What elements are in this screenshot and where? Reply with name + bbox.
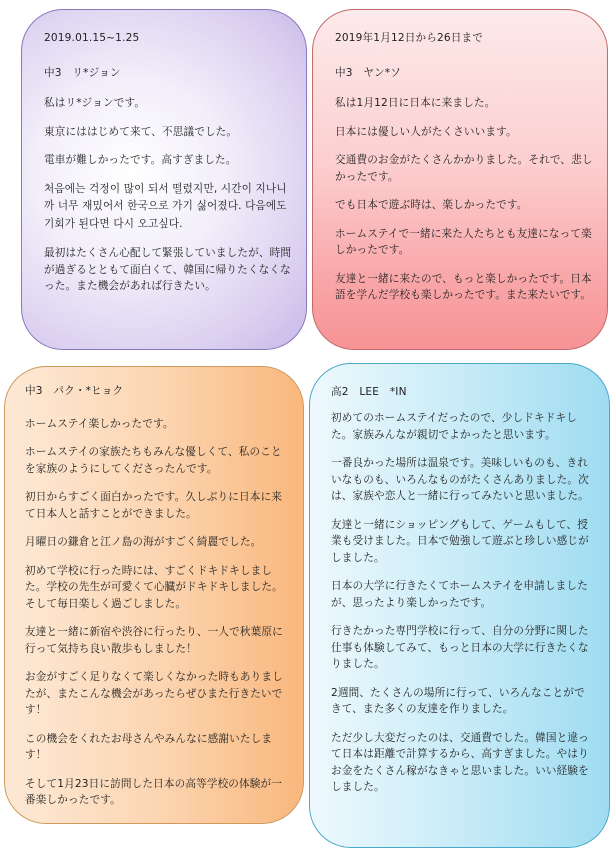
testimonial-paragraph: 2週間、たくさんの場所に行って、いろんなことができて、また多くの友達を作りました。 [331,686,585,715]
testimonial-paragraph: ホームステイ楽しかったです。 [25,417,174,430]
testimonial-paragraph: そして1月23日に訪問した日本の高等学校の体験が一番楽しかったです。 [25,777,283,806]
testimonial-paragraph: 行きたかった専門学校に行って、自分の分野に関した仕事も体験してみて、もっと日本の大学に行きたくなりました。 [331,625,589,670]
testimonial-paragraph: 初めてのホームステイだったので、少しドキドキした。家族みんなが親切でよかったと思います。 [331,412,577,441]
testimonial-paragraph: ホームステイの家族たちもみんな優しくて、私のことを家族のようにしてくださったんです。 [25,446,282,475]
testimonial-paragraph: 一番良かった場所は温泉です。美味しいものも、きれいなものも、いろんなものがたくさんありました。次は、家族や恋人と一緒に行ってみたいと思いました。 [331,457,589,502]
testimonial-paragraph: 日本には優しい人がたくさいいます。 [335,125,517,138]
student-name: 高2 LEE *IN [331,386,407,398]
testimonial-card-ri-jion [21,9,307,350]
student-name: 中3 パク・*ヒョク [25,385,124,397]
testimonial-paragraph: 交通費のお金がたくさんかかりました。それで、悲しかったです。 [335,154,593,183]
card-date: 2019.01.15~1.25 [44,32,140,44]
testimonial-paragraph: この機会をくれたお母さんやみんなに感謝いたします！ [25,732,273,761]
testimonial-paragraph: 月曜日の鎌倉と江ノ島の海がすごく綺麗でした。 [25,536,262,548]
student-name: 中3 ヤン*ソ [335,66,401,79]
testimonial-paragraph: 日本の大学に行きたくてホームステイを申請しましたが、思ったより楽しかったです。 [331,580,588,609]
testimonial-card-lee-in [309,363,610,848]
testimonial-paragraph: 初日からすごく面白かったです。久しぶりに日本に来て日本人と話すことができました。 [25,491,282,520]
testimonial-paragraph: 友達と一緒に新宿や渋谷に行ったり、一人で秋葉原に行って気持ち良い散歩もしました！ [25,626,283,655]
testimonial-paragraph: 友達と一緒に来たので、もっと楽しかったです。日本語を学んだ学校も楽しかったです。また来たいです。 [335,272,592,301]
testimonial-paragraph: 電車が難しかったです。高すぎました。 [44,154,237,166]
testimonial-card-park-hyok [4,366,304,824]
testimonial-paragraph: ただ少し大変だったのは、交通費でした。韓国と違って日本は距離で計算するから、高すぎました。やはりお金をたくさん稼がなきゃと思いました。いい経験をしました。 [331,731,589,793]
card-date: 2019年1月12日から26日まで [335,32,483,44]
testimonial-paragraph: 初めて学校に行った時には、すごくドキドキしました。学校の先生が可愛くて心臓がドキドキしました。そして毎日楽しく過ごしました。 [25,564,283,610]
testimonial-paragraph: お金がすごく足りなくて楽しくなかった時もありましたが、またこんな機会があったらぜひまた行きたいです！ [25,671,283,716]
testimonial-paragraph-korean: 처음에는 걱정이 많이 되서 떨렸지만, 시간이 지나니까 너무 재밌어서 한국으로 가기 싫어졌다. 다음에도 기회가 된다면 다시 오고싶다. [44,182,287,230]
testimonial-paragraph: ホームステイで一緒に来た人たちとも友達になって楽しかったです。 [335,227,592,256]
testimonial-paragraph: 最初はたくさん心配して緊張していましたが、時間が過ぎるとともて面白くて、韓国に帰りたくなくなった。また機会があれば行きたい。 [44,247,292,292]
testimonial-card-yang-so [312,9,608,350]
student-name: 中3 リ*ジョン [44,66,121,79]
testimonial-paragraph: 友達と一緒にショッピングもして、ゲームもして、授業も受けました。日本で勉強して遊ぶと珍しい感じがしました。 [331,518,589,564]
testimonial-paragraph: 東京にははじめて来て、不思議でした。 [44,125,238,138]
testimonial-paragraph: でも日本で遊ぶ時は、楽しかったです。 [335,199,528,211]
testimonial-paragraph: 私はリ*ジョンです。 [44,97,146,109]
testimonial-paragraph: 私は1月12日に日本に来ました。 [335,97,496,109]
